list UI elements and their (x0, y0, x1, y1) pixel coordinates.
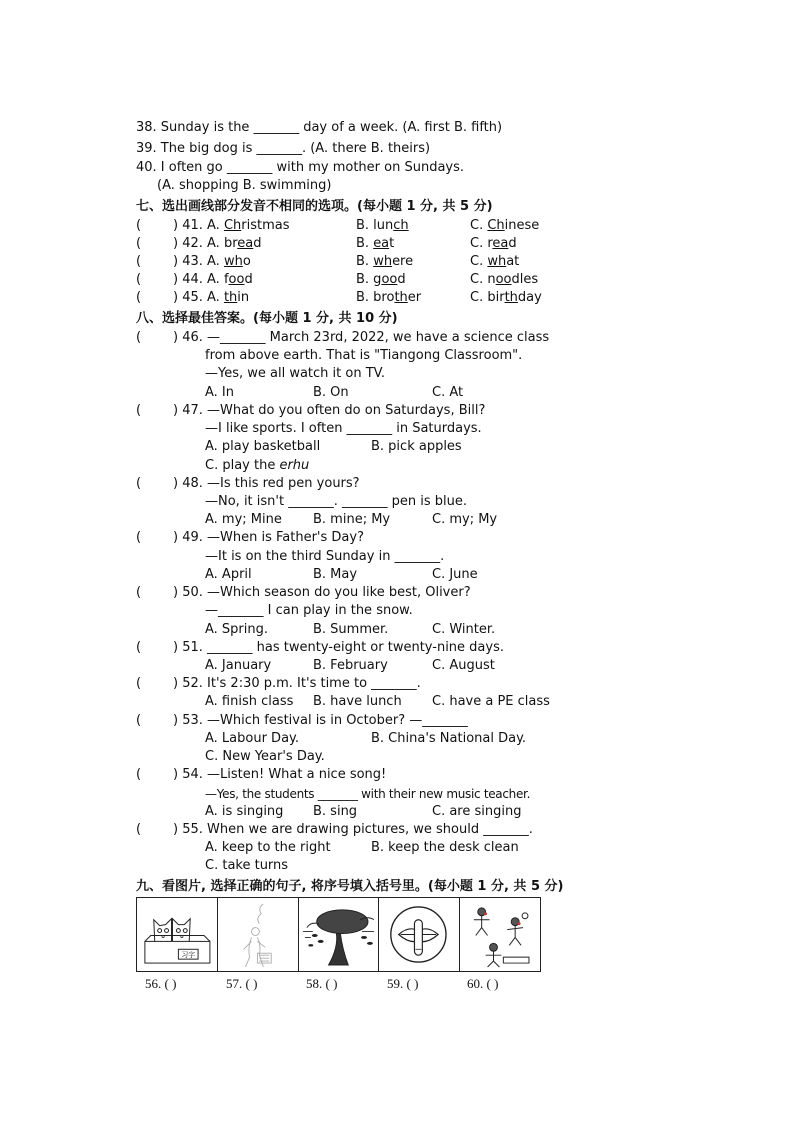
question-47-line2: —I like sports. I often _______ in Saturdays. (205, 421, 482, 436)
question-40: 40. I often go _______ with my mother on Sundays. (136, 160, 465, 175)
kids-playing-image (460, 898, 540, 971)
answer-paren: ( (136, 254, 142, 269)
option-b-text: B. (356, 236, 374, 251)
item-number: ) 42. A. (173, 236, 224, 251)
underlined-letters: wh (223, 254, 243, 269)
picture-60 (460, 898, 540, 971)
option-c-text: C. (470, 218, 488, 233)
picture-59-answer[interactable]: 59. ( ) (387, 976, 419, 991)
option-c: C. are singing (432, 804, 522, 819)
question-50-stem: ) 50. —Which season do you like best, Oliver? (173, 585, 471, 600)
option-c-text: at (506, 254, 520, 269)
option-c-text: C. play the (205, 458, 280, 473)
option-b: B. pick apples (371, 439, 462, 454)
option-c: C. take turns (205, 858, 289, 873)
option-a-text: d (253, 236, 262, 251)
underlined-letters: th (394, 290, 408, 305)
item-number: ) 43. A. (173, 254, 224, 269)
answer-paren: ( (136, 403, 142, 418)
option-b-text: B. lun (356, 218, 394, 233)
option-c-text: C. (470, 254, 488, 269)
option-c: C. my; My (432, 512, 498, 527)
list-item (173, 217, 290, 235)
list-item (173, 235, 262, 253)
question-39: 39. The big dog is _______. (A. there B. theirs) (136, 141, 431, 156)
option-b-text: d (397, 272, 406, 287)
option-a: A. April (205, 567, 252, 582)
underlined-letters: ea (237, 236, 254, 251)
option-b (356, 217, 409, 235)
option-c: C. New Year's Day. (205, 749, 325, 764)
option-b-text: er (407, 290, 422, 305)
answer-paren: ( (136, 218, 142, 233)
question-52-stem: ) 52. It's 2:30 p.m. It's time to _______. (173, 676, 421, 691)
picture-57-answer[interactable]: 57. ( ) (226, 976, 258, 991)
picture-strip (136, 897, 541, 972)
answer-paren: ( (136, 676, 142, 691)
option-a: A. Labour Day. (205, 731, 300, 746)
answer-paren: ( (136, 822, 142, 837)
option-c-text: C. r (470, 236, 493, 251)
quiet-sign-image (379, 898, 459, 971)
option-b: B. February (313, 658, 388, 673)
underlined-letters: wh (487, 254, 507, 269)
underlined-letters: th (223, 290, 238, 305)
answer-paren: ( (136, 530, 142, 545)
question-55-stem: ) 55. When we are drawing pictures, we should _______. (173, 822, 533, 837)
option-b (356, 271, 406, 289)
answer-paren: ( (136, 640, 142, 655)
option-b-text: B. bro (356, 290, 395, 305)
option-a: A. Spring. (205, 622, 269, 637)
underlined-letters: th (504, 290, 518, 305)
picture-57 (218, 898, 299, 971)
option-c: C. have a PE class (432, 694, 550, 709)
option-c-text: dles (511, 272, 539, 287)
underlined-letters: wh (373, 254, 393, 269)
underlined-letters: Ch (223, 218, 242, 233)
section-7-title: 七、选出画线部分发音不相同的选项。(每小题 1 分, 共 5 分) (136, 199, 493, 214)
answer-paren: ( (136, 585, 142, 600)
option-b: B. have lunch (313, 694, 402, 709)
option-b: B. keep the desk clean (371, 840, 519, 855)
option-a: A. my; Mine (205, 512, 282, 527)
option-b (356, 289, 421, 307)
option-c-text: inese (504, 218, 540, 233)
option-c (205, 457, 309, 475)
option-c-text: day (517, 290, 542, 305)
option-b-text: B. g (356, 272, 382, 287)
question-53-stem: ) 53. —Which festival is in October? —_______ (173, 713, 468, 728)
underlined-letters: oo (495, 272, 512, 287)
question-48-line2: —No, it isn't _______. _______ pen is blue. (205, 494, 467, 509)
option-a-text: f (223, 272, 229, 287)
list-item (173, 271, 253, 289)
option-b: B. May (313, 567, 358, 582)
underlined-letters: ea (492, 236, 509, 251)
answer-paren: ( (136, 476, 142, 491)
option-c (470, 217, 539, 235)
option-a: A. January (205, 658, 272, 673)
option-c-italic: erhu (279, 458, 310, 473)
option-c-text: d (508, 236, 517, 251)
option-c: C. At (432, 385, 464, 400)
option-a-text: d (244, 272, 253, 287)
option-c: C. June (432, 567, 478, 582)
answer-paren: ( (136, 290, 142, 305)
option-a: A. In (205, 385, 235, 400)
section-9-title: 九、看图片, 选择正确的句子, 将序号填入括号里。(每小题 1 分, 共 5 分) (136, 879, 564, 894)
option-c-text: C. bir (470, 290, 505, 305)
question-54-stem: ) 54. —Listen! What a nice song! (173, 767, 387, 782)
person-sketch-image (218, 898, 298, 971)
answer-paren: ( (136, 236, 142, 251)
option-a-text: ristmas (241, 218, 290, 233)
option-a: A. keep to the right (205, 840, 331, 855)
option-a-text: br (223, 236, 238, 251)
section-8-title: 八、选择最佳答案。(每小题 1 分, 共 10 分) (136, 311, 398, 326)
option-a: A. finish class (205, 694, 294, 709)
option-b (356, 253, 413, 271)
windy-tree-image (299, 898, 379, 971)
question-50-line2: —_______ I can play in the snow. (205, 603, 413, 618)
underlined-letters: Ch (487, 218, 505, 233)
answer-paren: ( (136, 767, 142, 782)
item-number: ) 41. A. (173, 218, 224, 233)
cats-in-box-image (137, 898, 217, 971)
option-b: B. mine; My (313, 512, 391, 527)
option-a-text: o (242, 254, 251, 269)
question-49-line2: —It is on the third Sunday in _______. (205, 549, 445, 564)
option-b-text: t (389, 236, 395, 251)
question-51-stem: ) 51. _______ has twenty-eight or twenty-nine days. (173, 640, 504, 655)
underlined-letters: ea (373, 236, 390, 251)
question-47-stem: ) 47. —What do you often do on Saturdays, Bill? (173, 403, 486, 418)
question-46-stem: ) 46. —_______ March 23rd, 2022, we have a science class (173, 330, 550, 345)
list-item (173, 253, 251, 271)
question-49-stem: ) 49. —When is Father's Day? (173, 530, 364, 545)
option-a-text: in (237, 290, 250, 305)
list-item (173, 289, 249, 307)
picture-60-answer[interactable]: 60. ( ) (467, 976, 499, 991)
question-46-line3: —Yes, we all watch it on TV. (205, 366, 386, 381)
option-c (470, 289, 542, 307)
picture-59 (379, 898, 460, 971)
option-c: C. August (432, 658, 495, 673)
underlined-letters: oo (381, 272, 398, 287)
option-c: C. Winter. (432, 622, 496, 637)
question-40-options: (A. shopping B. swimming) (157, 178, 332, 193)
underlined-letters: oo (228, 272, 245, 287)
question-54-line2: —Yes, the students _______ with their new music teacher. (205, 787, 531, 801)
picture-56 (137, 898, 218, 971)
option-b: B. sing (313, 804, 358, 819)
option-b (356, 235, 394, 253)
option-b-text: B. (356, 254, 374, 269)
picture-58-answer[interactable]: 58. ( ) (306, 976, 338, 991)
answer-paren: ( (136, 713, 142, 728)
option-a: A. play basketball (205, 439, 321, 454)
option-c (470, 253, 519, 271)
question-46-line2: from above earth. That is "Tiangong Classroom". (205, 348, 523, 363)
answer-paren: ( (136, 272, 142, 287)
option-b: B. China's National Day. (371, 731, 527, 746)
option-a: A. is singing (205, 804, 284, 819)
box-label: 习字 (181, 951, 196, 960)
question-48-stem: ) 48. —Is this red pen yours? (173, 476, 360, 491)
item-number: ) 45. A. (173, 290, 224, 305)
underlined-letters: ch (393, 218, 409, 233)
option-c (470, 271, 538, 289)
option-b: B. On (313, 385, 349, 400)
item-number: ) 44. A. (173, 272, 224, 287)
option-b-text: ere (392, 254, 414, 269)
question-38: 38. Sunday is the _______ day of a week. (A. first B. fifth) (136, 120, 503, 135)
option-c-text: C. n (470, 272, 496, 287)
answer-paren: ( (136, 330, 142, 345)
option-b: B. Summer. (313, 622, 389, 637)
option-c (470, 235, 517, 253)
picture-56-answer[interactable]: 56. ( ) (145, 976, 177, 991)
picture-58 (299, 898, 380, 971)
